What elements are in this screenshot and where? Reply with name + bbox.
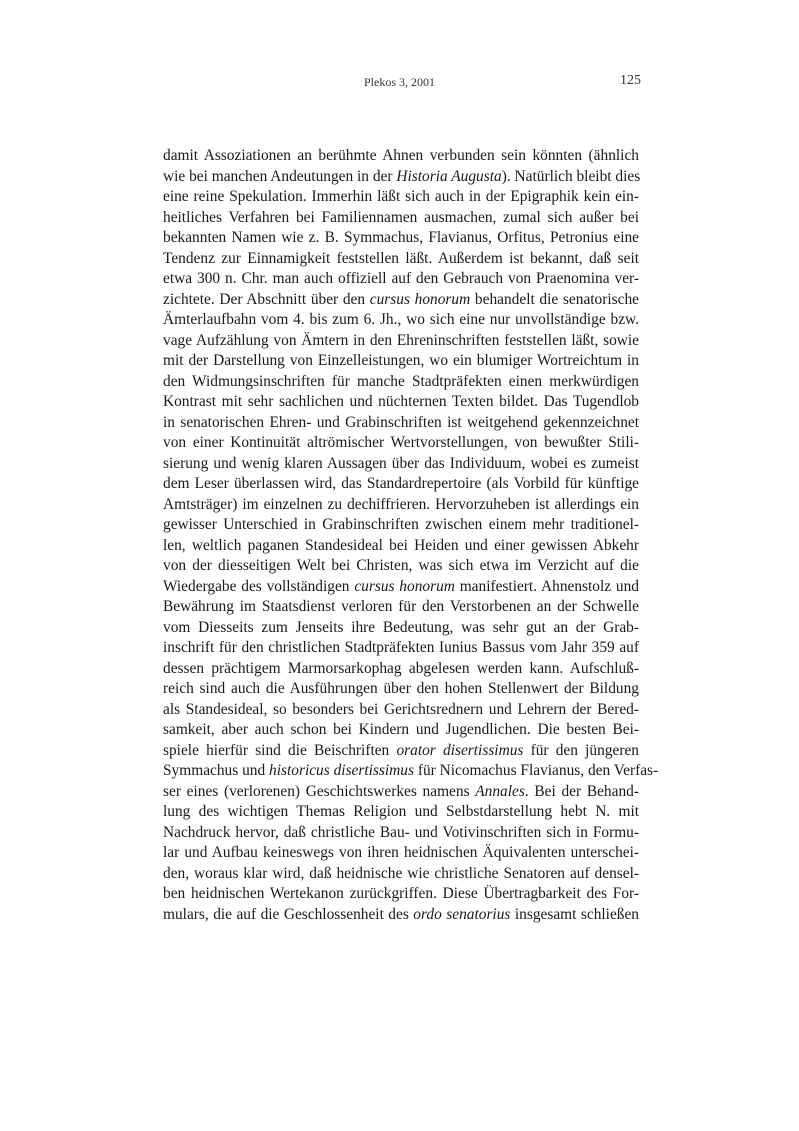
journal-title: Plekos 3, 2001 [363,75,435,89]
text-segment: vage Aufzählung von Ämtern in den Ehreninschriften feststellen läßt, sowie [163,331,639,349]
text-segment: sierung und wenig klaren Aussagen über das Individuum, wobei es zumeist [163,454,639,472]
text-line [163,864,639,885]
text-segment: Symmachus und [163,762,270,779]
text-segment: reich sind auch die Ausführungen über den hohen Stellenwert der Bildung [163,680,639,697]
text-line [163,802,639,823]
text-line [163,597,639,618]
text-segment: etwa 300 n. Chr. man auch offiziell auf den Gebrauch von Praenomina ver- [163,270,639,287]
text-segment: behandelt die senatorische [470,290,639,308]
text-line [163,392,639,413]
text-line [163,290,639,311]
text-segment: als Standesideal, so besonders bei Gerichtsrednern und Lehrern der Bered- [163,700,639,718]
text-segment: samkeit, aber auch schon bei Kindern und Jugendlichen. Die besten Bei- [163,721,639,738]
text-segment: lar und Aufbau keineswegs von ihren heidnischen Äquivalenten unterschei- [163,844,639,861]
italic-term: cursus honorum [369,290,471,308]
text-line [163,433,639,454]
text-segment: für den jüngeren [523,741,640,759]
text-segment: von einer Kontinuität altrömischer Wertvorstellungen, von bewußter Stili- [163,434,639,451]
text-line [163,146,639,167]
text-segment: den, woraus klar wird, daß heidnische wie christliche Senatoren auf densel- [163,864,639,882]
text-line [163,536,639,557]
text-segment: manifestiert. Ahnenstolz und [454,577,639,595]
text-line [163,208,639,229]
text-line [163,761,659,782]
text-line [163,474,639,495]
text-line [163,700,639,721]
text-segment: damit Assoziationen an berühmte Ahnen verbunden sein könnten (ähnlich [163,147,639,164]
text-line [163,454,639,475]
text-segment: für Nicomachus Flavianus, den Verfas- [413,762,659,779]
text-segment: inschrift für den christlichen Stadtpräfekten Iunius Bassus vom Jahr 359 auf [163,639,639,656]
text-line [163,659,639,680]
text-segment: in senatorischen Ehren- und Grabinschriften ist weitgehend gekennzeichnet [163,413,639,431]
text-segment: wie bei manchen Andeutungen in der [163,167,397,185]
text-line [163,269,639,290]
text-line [163,351,639,372]
text-segment: insgesamt schließen [510,905,640,923]
text-segment: eine reine Spekulation. Immerhin läßt sich auch in der Epigraphik kein ein- [163,188,639,205]
text-segment: Bewährung im Staatsdienst verloren für den Verstorbenen an der Schwelle [163,598,639,615]
text-line [163,331,639,352]
text-line [163,515,639,536]
italic-term: cursus honorum [354,577,455,595]
text-segment: ben heidnischen Wertekanon zurückgriffen. Diese Übertragbarkeit des For- [163,885,639,902]
running-head [0,75,799,95]
text-segment: lung des wichtigen Themas Religion und Selbstdarstellung hebt N. mit [163,803,639,820]
text-line [163,372,639,393]
text-line [163,782,639,803]
text-segment: Amtsträger) im einzelnen zu dechiffrieren. Hervorzuheben ist allerdings ein [163,495,639,513]
text-line [163,638,639,659]
text-line [163,720,639,741]
text-line [163,228,639,249]
text-segment: von der diesseitigen Welt bei Christen, was sich etwa im Verzicht auf die [163,557,639,574]
text-segment: vom Diesseits zum Jenseits ihre Bedeutung, was sehr gut an der Grab- [163,618,639,636]
text-line [163,741,639,762]
italic-term: orator disertissimus [396,741,524,759]
text-line [163,249,639,270]
text-line [163,310,639,331]
text-segment: Ämterlaufbahn vom 4. bis zum 6. Jh., wo sich eine nur unvollständige bzw. [163,311,639,328]
text-segment: mulars, die auf die Geschlossenheit des [163,905,414,923]
text-segment: Tendenz zur Einnamigkeit feststellen läßt. Außerdem ist bekannt, daß seit [163,249,639,267]
text-line [163,495,639,516]
text-segment: Wiedergabe des vollständigen [163,577,355,595]
text-segment: Nachdruck hervor, daß christliche Bau- und Votivinschriften sich in Formu- [163,823,639,841]
text-segment: dem Leser überlassen wird, das Standardrepertoire (als Vorbild für künftige [163,475,639,492]
text-line [163,413,639,434]
text-segment: ser eines (verlorenen) Geschichtswerkes namens [163,782,476,800]
italic-term: Annales [475,782,525,800]
text-segment: Kontrast mit sehr sachlichen und nüchternen Texten bildet. Das Tugendlob [163,393,639,410]
text-line [163,618,639,639]
page-number: 125 [620,73,641,88]
text-segment: . Bei der Behand- [524,782,639,800]
text-line [163,823,639,844]
text-line [163,884,639,905]
text-line [163,679,639,700]
text-segment: len, weltlich paganen Standesideal bei Heiden und einer gewissen Abkehr [163,536,639,554]
italic-term: ordo senatorius [413,905,511,923]
italic-term: historicus disertissimus [269,762,414,779]
italic-term: Historia Augusta [396,167,502,185]
text-segment: mit der Darstellung von Einzelleistungen, wo ein blumiger Wortreichtum in [163,352,639,369]
text-line [163,905,639,926]
text-segment: gewisser Unterschied in Grabinschriften zwischen einem mehr traditionel- [163,516,639,533]
text-segment: bekannten Namen wie z. B. Symmachus, Flavianus, Orfitus, Petronius eine [163,229,639,246]
text-line [163,556,639,577]
text-line [163,167,639,188]
text-segment: spiele hierfür sind die Beischriften [163,741,397,759]
text-segment: den Widmungsinschriften für manche Stadtpräfekten einen merkwürdigen [163,372,639,390]
text-segment: ). Natürlich bleibt dies [501,167,641,185]
text-line [163,577,639,598]
text-line [163,843,639,864]
body-text [163,146,659,925]
text-segment: zichtete. Der Abschnitt über den [163,290,370,308]
text-segment: dessen prächtigem Marmorsarkophag abgelesen werden kann. Aufschluß- [163,659,639,677]
text-segment: heitliches Verfahren bei Familiennamen ausmachen, zumal sich außer bei [163,208,639,226]
text-line [163,187,639,208]
